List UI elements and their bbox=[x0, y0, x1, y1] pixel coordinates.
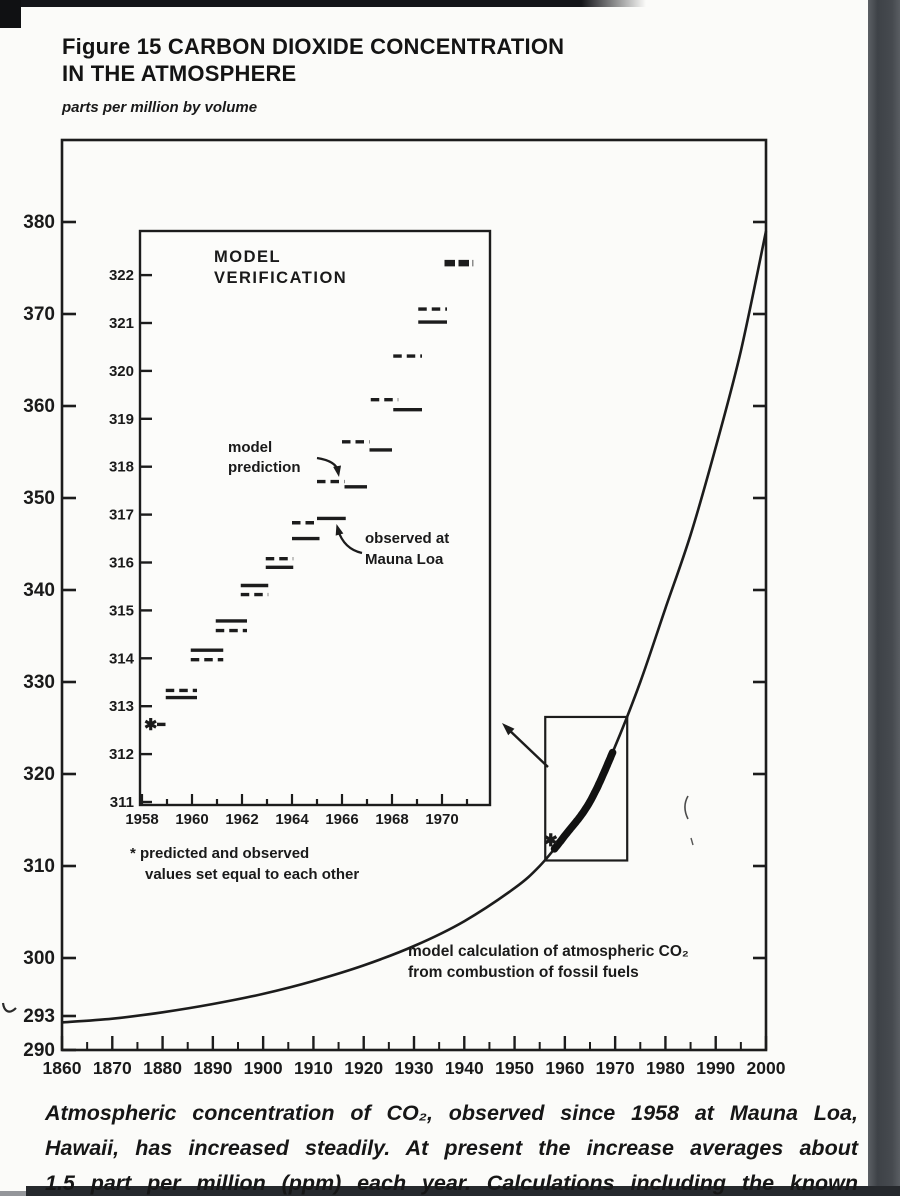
inset-footnote-line1: * predicted and observed bbox=[130, 845, 310, 862]
inset-x-tick-label: 1970 bbox=[425, 811, 459, 828]
y-tick-label: 293 bbox=[23, 1006, 55, 1027]
inset-y-tick-label: 318 bbox=[108, 458, 134, 476]
observed-label-line1: observed at bbox=[365, 530, 450, 547]
inset-y-tick-label: 320 bbox=[108, 362, 134, 380]
inset-y-tick-label: 319 bbox=[108, 410, 134, 428]
scan-mark-curl bbox=[685, 796, 688, 819]
inset-frame bbox=[140, 231, 490, 805]
scan-mark-tick bbox=[691, 838, 693, 845]
x-tick-label: 1980 bbox=[645, 1058, 685, 1078]
inset-x-tick-label: 1964 bbox=[275, 811, 309, 828]
caption-line: 1.5 part per million (ppm) each year. Calculations including the known bbox=[45, 1171, 858, 1195]
figure-caption bbox=[45, 1096, 858, 1196]
box-to-inset-arrow bbox=[507, 728, 548, 767]
inset-y-tick-label: 322 bbox=[108, 267, 134, 285]
curve-annotation-line1: model calculation of atmospheric CO₂ bbox=[408, 943, 689, 960]
y-tick-label: 340 bbox=[23, 580, 55, 601]
inset-footnote-line2: values set equal to each other bbox=[145, 866, 360, 883]
x-tick-label: 1970 bbox=[595, 1058, 635, 1078]
scan-mark-check bbox=[3, 1003, 16, 1012]
x-tick-label: 1930 bbox=[394, 1058, 434, 1078]
y-tick-label: 320 bbox=[23, 764, 55, 785]
figure-title-line1: Figure 15 CARBON DIOXIDE CONCENTRATION bbox=[62, 34, 565, 59]
x-tick-label: 1870 bbox=[92, 1058, 132, 1078]
inset-y-tick-label: 314 bbox=[108, 650, 134, 668]
x-tick-label: 1890 bbox=[193, 1058, 233, 1078]
x-tick-label: 1910 bbox=[293, 1058, 333, 1078]
inset-title-line2: VERIFICATION bbox=[214, 269, 348, 287]
y-axis-unit-label: parts per million by volume bbox=[62, 99, 258, 116]
inset-y-tick-label: 313 bbox=[108, 698, 134, 716]
y-tick-label: 360 bbox=[23, 396, 55, 417]
inset-y-tick-label: 311 bbox=[109, 794, 134, 811]
curve-annotation-line2: from combustion of fossil fuels bbox=[408, 964, 639, 981]
x-tick-label: 1860 bbox=[42, 1058, 82, 1078]
x-tick-label: 1900 bbox=[243, 1058, 283, 1078]
figure-title-line2: IN THE ATMOSPHERE bbox=[62, 61, 297, 86]
inset-x-tick-label: 1966 bbox=[325, 811, 359, 828]
inset-x-tick-label: 1962 bbox=[225, 811, 259, 828]
inset-title-line1: MODEL bbox=[214, 248, 282, 266]
x-tick-label: 1990 bbox=[696, 1058, 736, 1078]
observed-thick-segment bbox=[555, 753, 613, 849]
inset-y-tick-label: 321 bbox=[108, 315, 134, 332]
y-tick-label: 330 bbox=[23, 672, 55, 693]
star-marker-main: ✱ bbox=[543, 831, 558, 851]
caption-line: Atmospheric concentration of CO₂, observed since 1958 at Mauna Loa, bbox=[45, 1101, 858, 1125]
x-tick-label: 2000 bbox=[746, 1058, 786, 1078]
model-prediction-label-line1: model bbox=[228, 439, 273, 456]
y-tick-label: 380 bbox=[23, 212, 55, 233]
model-prediction-label-line2: prediction bbox=[228, 459, 301, 476]
x-tick-label: 1920 bbox=[344, 1058, 384, 1078]
y-tick-label: 310 bbox=[23, 856, 55, 877]
y-tick-label: 300 bbox=[23, 948, 55, 969]
inset-y-tick-label: 312 bbox=[108, 746, 134, 764]
x-tick-label: 1950 bbox=[495, 1058, 535, 1078]
caption-line: Hawaii, has increased steadily. At present the increase averages about bbox=[45, 1136, 858, 1160]
y-tick-label: 350 bbox=[23, 488, 55, 509]
x-tick-label: 1940 bbox=[444, 1058, 484, 1078]
y-tick-label: 290 bbox=[23, 1040, 55, 1061]
inset-x-tick-label: 1960 bbox=[175, 811, 209, 828]
x-tick-label: 1880 bbox=[143, 1058, 183, 1078]
inset-x-tick-label: 1958 bbox=[125, 811, 159, 828]
y-tick-label: 370 bbox=[23, 304, 55, 325]
star-marker-inset: ✱ bbox=[144, 716, 158, 734]
inset-x-tick-label: 1968 bbox=[375, 811, 409, 828]
inset-y-tick-label: 317 bbox=[108, 506, 134, 524]
observed-label-line2: Mauna Loa bbox=[365, 551, 444, 568]
inset-y-tick-label: 316 bbox=[108, 554, 134, 572]
inset-y-tick-label: 315 bbox=[108, 602, 134, 620]
x-tick-label: 1960 bbox=[545, 1058, 585, 1078]
